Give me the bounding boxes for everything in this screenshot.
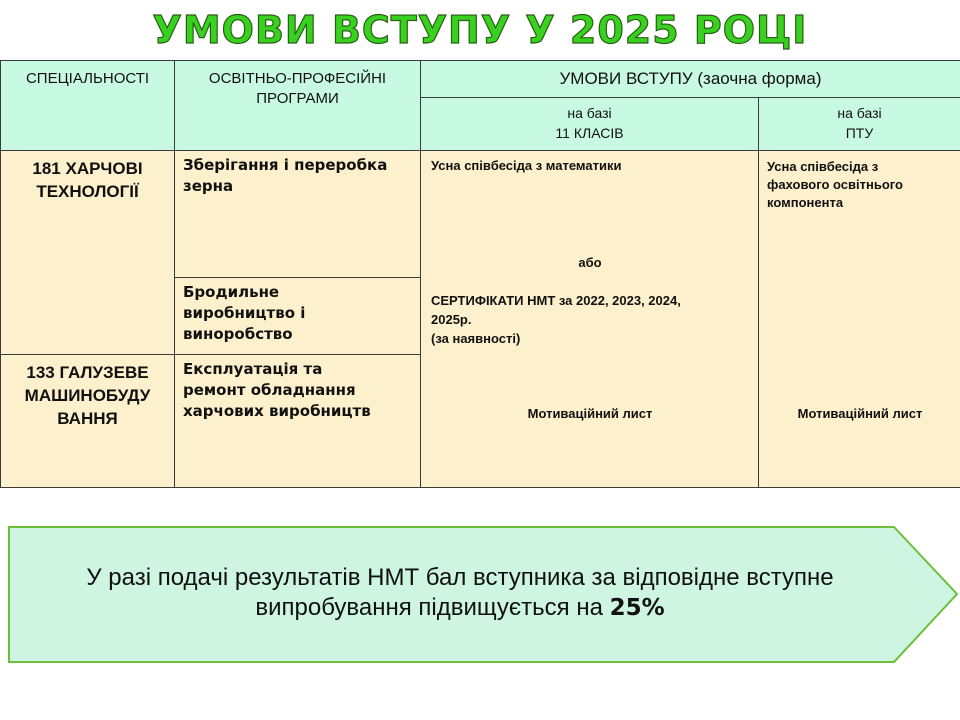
or-text: або (578, 255, 602, 270)
specialty-cell: 133 ГАЛУЗЕВЕ МАШИНОБУДУ ВАННЯ (1, 355, 175, 488)
program-cell: Бродильне виробництво і виноробство (175, 278, 421, 355)
page-title: УМОВИ ВСТУПУ У 2025 РОЦІ (152, 8, 808, 52)
specialty-cell: 181 ХАРЧОВІ ТЕХНОЛОГІЇ (1, 151, 175, 355)
header-base-ptu: на базі ПТУ (759, 98, 960, 151)
interview-professional: Усна співбесіда з фахового освітнього компонента (767, 159, 903, 210)
program-cell: Експлуатація та ремонт обладнання харчових виробництв (175, 355, 421, 488)
motivation-letter-ptu: Мотиваційний лист (797, 406, 923, 421)
nmt-certificates: СЕРТИФІКАТИ НМТ за 2022, 2023, 2024, 2025р. (за наявності) (431, 293, 681, 346)
header-specialties: СПЕЦІАЛЬНОСТІ (1, 61, 175, 151)
program-cell: Зберігання і переробка зерна (175, 151, 421, 278)
banner-text: У разі подачі результатів НМТ бал вступника за відповідне вступне випробування підвищується на 25% (86, 564, 834, 621)
header-programs: ОСВІТНЬО-ПРОФЕСІЙНІ ПРОГРАМИ (175, 61, 421, 151)
bonus-percent: 25% (609, 595, 665, 621)
motivation-letter-11: Мотиваційний лист (527, 406, 653, 421)
header-base-11: на базі 11 КЛАСІВ (421, 98, 759, 151)
interview-math: Усна співбесіда з математики (431, 158, 622, 173)
header-conditions: УМОВИ ВСТУПУ (заочна форма) (421, 61, 960, 98)
